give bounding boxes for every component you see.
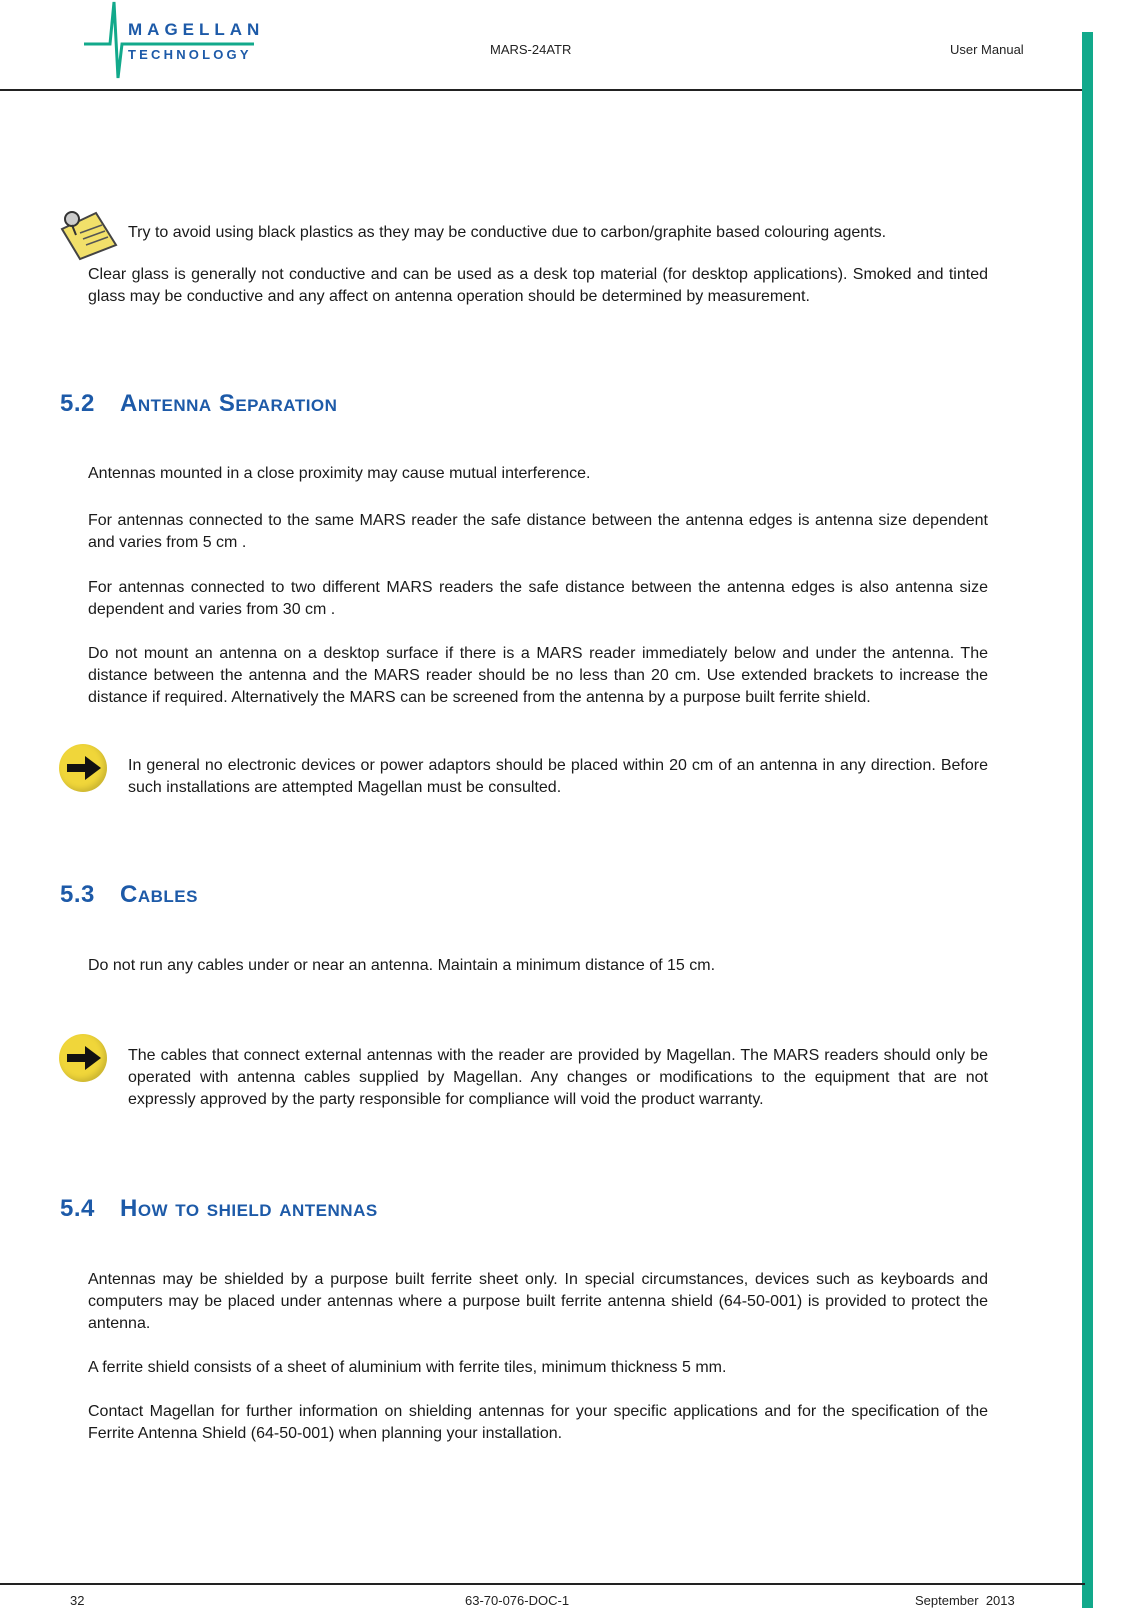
header-doc-title: MARS-24ATR xyxy=(490,42,572,57)
section-title: How to shield antennas xyxy=(120,1195,378,1222)
section-number: 5.2 xyxy=(60,390,95,417)
note-paragraph: Clear glass is generally not conductive and can be used as a desk top material (for desktop applications). Smoked and tinted glass may be conductive and any affect on antenna operation should be determined by measurement. xyxy=(88,266,988,305)
section-title: Antenna Separation xyxy=(120,390,338,417)
section-5-4-p2: A ferrite shield consists of a sheet of aluminium with ferrite tiles, minimum thickness 5 mm. xyxy=(88,1359,727,1376)
logo-top-text: MAGELLAN xyxy=(128,20,265,39)
section-5-2-p2: For antennas connected to the same MARS reader the safe distance between the antenna edges is antenna size dependent and varies from 5 cm . xyxy=(88,512,988,551)
section-5-3-callout: The cables that connect external antennas with the reader are provided by Magellan. The MARS readers should only be operated with antenna cables supplied by Magellan. Any changes or modifications to the equipment that are not expressly approved by the party responsible for compliance will void the product warranty. xyxy=(128,1047,988,1108)
section-5-3-p1: Do not run any cables under or near an antenna. Maintain a minimum distance of 15 cm. xyxy=(88,957,716,974)
note-text: Try to avoid using black plastics as they may be conductive due to carbon/graphite based colouring agents. xyxy=(128,224,887,241)
header-doc-type: User Manual xyxy=(950,42,1024,57)
arrow-right-icon xyxy=(59,1034,107,1082)
note-pin-icon xyxy=(58,207,120,261)
magellan-logo xyxy=(84,0,264,86)
section-5-2-p1: Antennas mounted in a close proximity may cause mutual interference. xyxy=(88,465,591,482)
section-5-2-p3: For antennas connected to two different MARS readers the safe distance between the antenna edges is also antenna size dependent and varies from 30 cm . xyxy=(88,579,988,618)
section-title: Cables xyxy=(120,881,198,908)
section-5-4-heading xyxy=(60,1195,378,1223)
section-number: 5.3 xyxy=(60,881,95,908)
section-5-2-callout: In general no electronic devices or power adaptors should be placed within 20 cm of an antenna in any direction. Before such installations are attempted Magellan must be consulted. xyxy=(128,757,988,796)
section-5-2-p4: Do not mount an antenna on a desktop surface if there is a MARS reader immediately below and under the antenna. The distance between the antenna and the MARS reader should be no less than 20 cm. Use extended brackets to increase the distance if required. Alternatively the MARS can be screened from the antenna by a purpose built ferrite shield. xyxy=(88,645,988,706)
side-accent-bar xyxy=(1082,32,1093,1608)
arrow-right-icon xyxy=(59,744,107,792)
header-divider xyxy=(0,89,1085,91)
section-5-2-heading xyxy=(60,390,337,418)
footer-page-number: 32 xyxy=(70,1593,85,1608)
section-number: 5.4 xyxy=(60,1195,95,1222)
footer-divider xyxy=(0,1583,1085,1585)
section-5-4-p3: Contact Magellan for further information on shielding antennas for your specific applications and for the specification of the Ferrite Antenna Shield (64-50-001) when planning your installation. xyxy=(88,1403,988,1442)
section-5-3-heading xyxy=(60,881,198,909)
logo-bottom-text: TECHNOLOGY xyxy=(128,47,252,62)
section-5-4-p1: Antennas may be shielded by a purpose built ferrite sheet only. In special circumstances, devices such as keyboards and computers may be placed under antennas where a purpose built ferrite antenna shield (64-50-001) is provided to protect the antenna. xyxy=(88,1271,988,1332)
footer-date: September 2013 xyxy=(915,1593,1015,1608)
footer-doc-number: 63-70-076-DOC-1 xyxy=(465,1593,570,1608)
logo-pulse-icon xyxy=(84,0,264,86)
